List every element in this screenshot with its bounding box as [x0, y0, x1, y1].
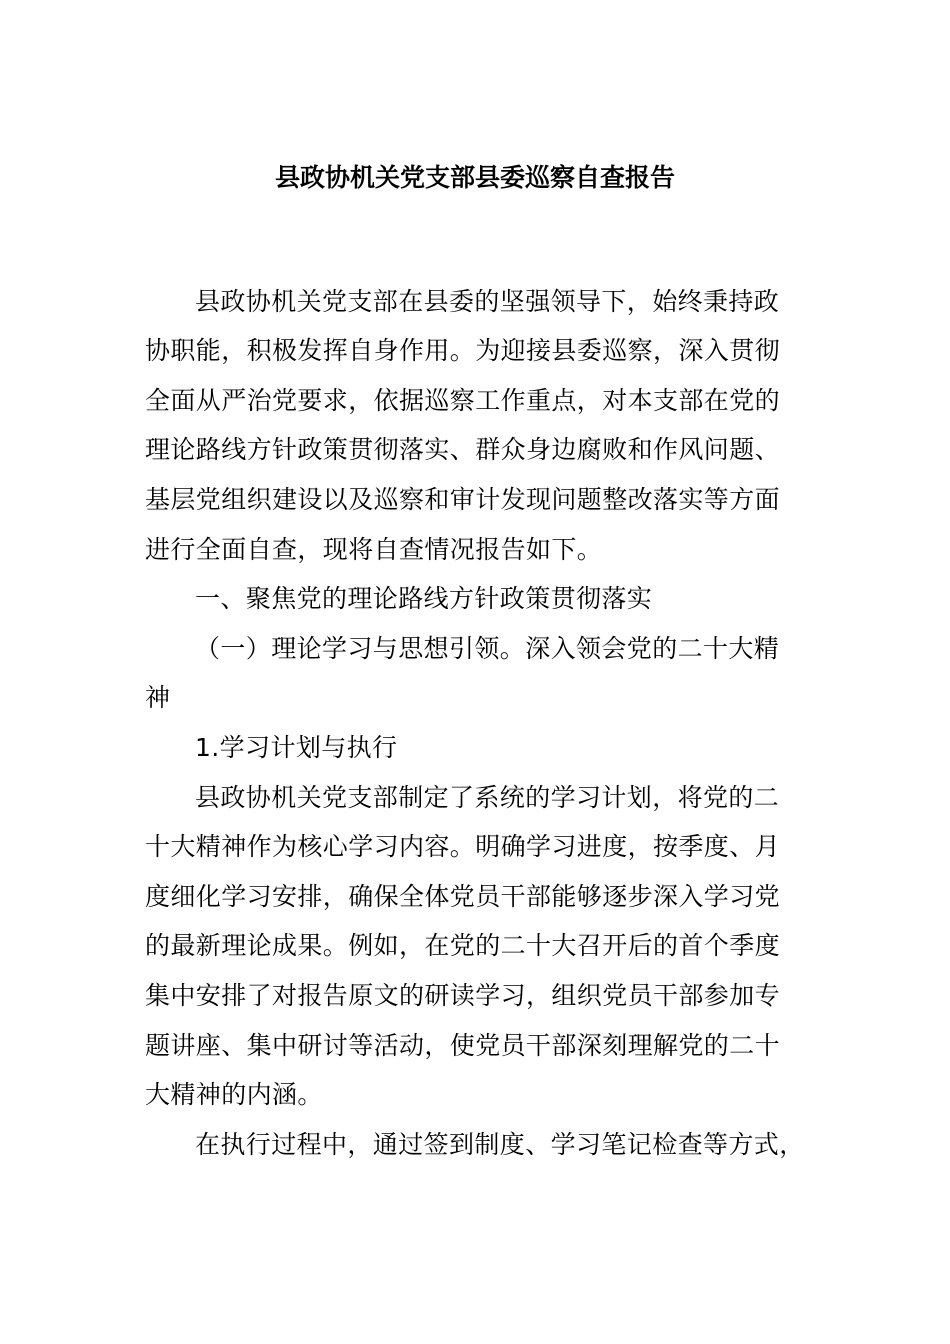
body-line-11: 集中安排了对报告原文的研读学习，组织党员干部参加专	[145, 981, 781, 1010]
body-line-4: 理论路线方针政策贯彻落实、群众身边腐败和作风问题、	[145, 435, 781, 464]
subsection-heading-1-cont: 神	[145, 683, 171, 712]
item-heading-1: 1.学习计划与执行	[195, 733, 398, 762]
document-title: 县政协机关党支部县委巡察自查报告	[274, 163, 675, 192]
body-line-1: 县政协机关党支部在县委的坚强领导下，始终秉持政	[195, 287, 780, 316]
body-line-14: 在执行过程中，通过签到制度、学习笔记检查等方式，	[195, 1130, 805, 1159]
section-heading-1: 一、聚焦党的理论路线方针政策贯彻落实	[195, 584, 653, 613]
body-line-8: 十大精神作为核心学习内容。明确学习进度，按季度、月	[145, 832, 781, 861]
body-line-2: 协职能，积极发挥自身作用。为迎接县委巡察，深入贯彻	[145, 336, 781, 365]
body-line-9: 度细化学习安排，确保全体党员干部能够逐步深入学习党	[145, 882, 781, 911]
body-line-7: 县政协机关党支部制定了系统的学习计划，将党的二	[195, 783, 780, 812]
body-line-10: 的最新理论成果。例如，在党的二十大召开后的首个季度	[145, 931, 781, 960]
body-line-13: 大精神的内涵。	[145, 1080, 323, 1109]
body-line-12: 题讲座、集中研讨等活动，使党员干部深刻理解党的二十	[145, 1031, 781, 1060]
body-line-6: 进行全面自查，现将自查情况报告如下。	[145, 535, 603, 564]
body-line-3: 全面从严治党要求，依据巡察工作重点，对本支部在党的	[145, 386, 781, 415]
subsection-heading-1: （一）理论学习与思想引领。深入领会党的二十大精	[195, 634, 780, 663]
body-line-5: 基层党组织建设以及巡察和审计发现问题整改落实等方面	[145, 485, 781, 514]
